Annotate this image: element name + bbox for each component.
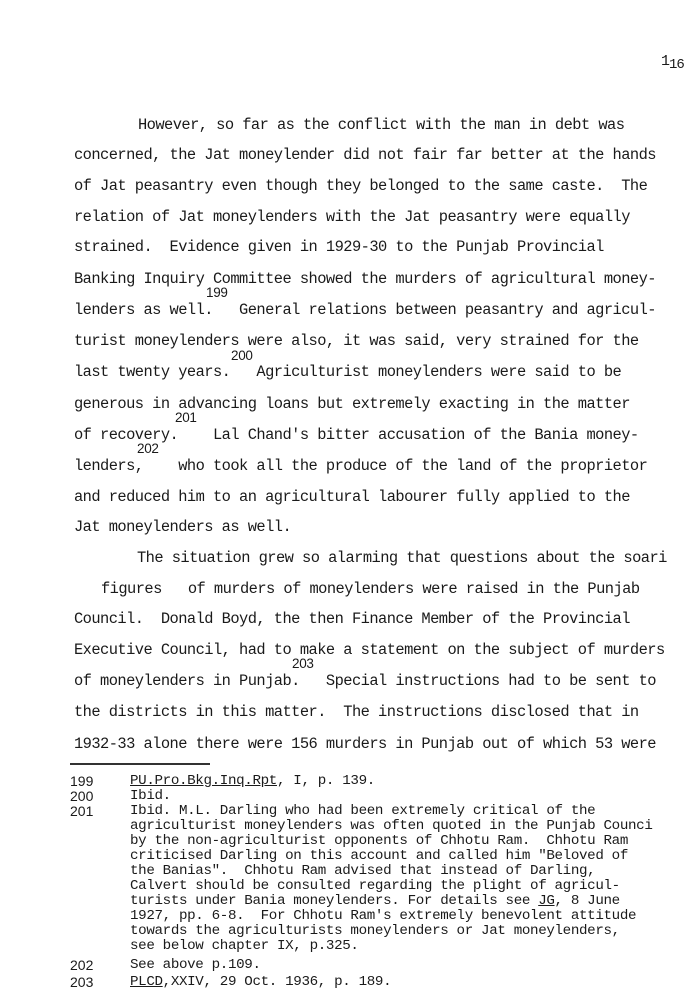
body-line: and reduced him to an agricultural labourer fully applied to the	[74, 488, 630, 506]
footnote-ref: 202	[137, 441, 159, 456]
footnote-ref: 200	[231, 348, 253, 363]
body-line: of recovery. Lal Chand's bitter accusation of the Bania money-	[74, 426, 639, 444]
footnote-fragment: turists under Bania moneylenders. For details see	[130, 893, 539, 909]
footnote-text: Ibid.	[130, 788, 171, 804]
body-line: The situation grew so alarming that questions about the soari	[137, 549, 667, 567]
footnote-citation: ,XXIV, 29 Oct. 1936, p. 189.	[162, 974, 392, 990]
footnote-text: by the non-agriculturist opponents of Chhotu Ram. Chhotu Ram	[130, 833, 628, 849]
footnote-text: agriculturist moneylenders was often quoted in the Punjab Counci	[130, 818, 653, 834]
body-line: strained. Evidence given in 1929-30 to the Punjab Provincial	[74, 238, 604, 256]
footnote-number: 201	[70, 803, 94, 819]
footnote-fragment: , 8 June	[554, 893, 620, 909]
footnote-citation: , I, p. 139.	[276, 773, 375, 789]
footnote-text: Ibid. M.L. Darling who had been extremely critical of the	[130, 803, 596, 819]
footnote-text	[130, 774, 375, 789]
footnote-text	[130, 975, 391, 990]
footnote-ref: 199	[206, 285, 228, 300]
footnote-ref: 203	[292, 656, 314, 671]
body-line: last twenty years. Agriculturist moneylenders were said to be	[74, 363, 622, 381]
body-line: 1932-33 alone there were 156 murders in Punjab out of which 53 were	[74, 735, 656, 753]
footnote-number: 203	[70, 974, 94, 990]
footnote-divider	[70, 763, 210, 765]
body-line: turist moneylenders were also, it was said, very strained for the	[74, 332, 639, 350]
footnote-text	[130, 894, 620, 909]
body-line: Banking Inquiry Committee showed the murders of agricultural money-	[74, 270, 656, 288]
footnote-text: the Banias". Chhotu Ram advised that instead of Darling,	[130, 863, 596, 879]
body-line: the districts in this matter. The instructions disclosed that in	[74, 703, 639, 721]
body-line: figures of murders of moneylenders were raised in the Punjab	[101, 580, 640, 598]
body-line: lenders, who took all the produce of the land of the proprietor	[74, 457, 648, 475]
page-number-suffix: 16	[669, 57, 684, 73]
footnote-text: see below chapter IX, p.325.	[130, 938, 359, 954]
footnote-number: 202	[70, 957, 94, 973]
footnote-text: 1927, pp. 6-8. For Chhotu Ram's extremely benevolent attitude	[130, 908, 637, 924]
body-line: Council. Donald Boyd, the then Finance Member of the Provincial	[74, 610, 630, 628]
footnote-text: towards the agriculturists moneylenders or Jat moneylenders,	[130, 923, 620, 939]
footnote-source: JG	[538, 893, 555, 909]
body-line: Jat moneylenders as well.	[74, 518, 292, 536]
page-number	[661, 53, 684, 73]
body-line: Executive Council, had to make a statement on the subject of murders	[74, 641, 665, 659]
body-line: concerned, the Jat moneylender did not fair far better at the hands	[74, 146, 656, 164]
body-line: of moneylenders in Punjab. Special instructions had to be sent to	[74, 672, 656, 690]
body-line: However, so far as the conflict with the man in debt was	[138, 116, 625, 134]
footnote-ref: 201	[175, 410, 197, 425]
page-number-prefix: 1	[661, 53, 670, 70]
footnote-number: 200	[70, 788, 94, 804]
footnote-text: See above p.109.	[130, 957, 261, 973]
footnote-source: PLCD	[130, 974, 163, 990]
footnote-number: 199	[70, 773, 94, 789]
footnote-text: criticised Darling on this account and called him "Beloved of	[130, 848, 628, 864]
footnote-source: PU.Pro.Bkg.Inq.Rpt	[130, 773, 277, 789]
body-line: of Jat peasantry even though they belonged to the same caste. The	[74, 177, 648, 195]
body-line: relation of Jat moneylenders with the Jat peasantry were equally	[74, 208, 630, 226]
body-line: lenders as well. General relations between peasantry and agricul-	[74, 301, 656, 319]
footnote-text: Calvert should be consulted regarding the plight of agricul-	[130, 878, 620, 894]
body-line: generous in advancing loans but extremely exacting in the matter	[74, 395, 630, 413]
